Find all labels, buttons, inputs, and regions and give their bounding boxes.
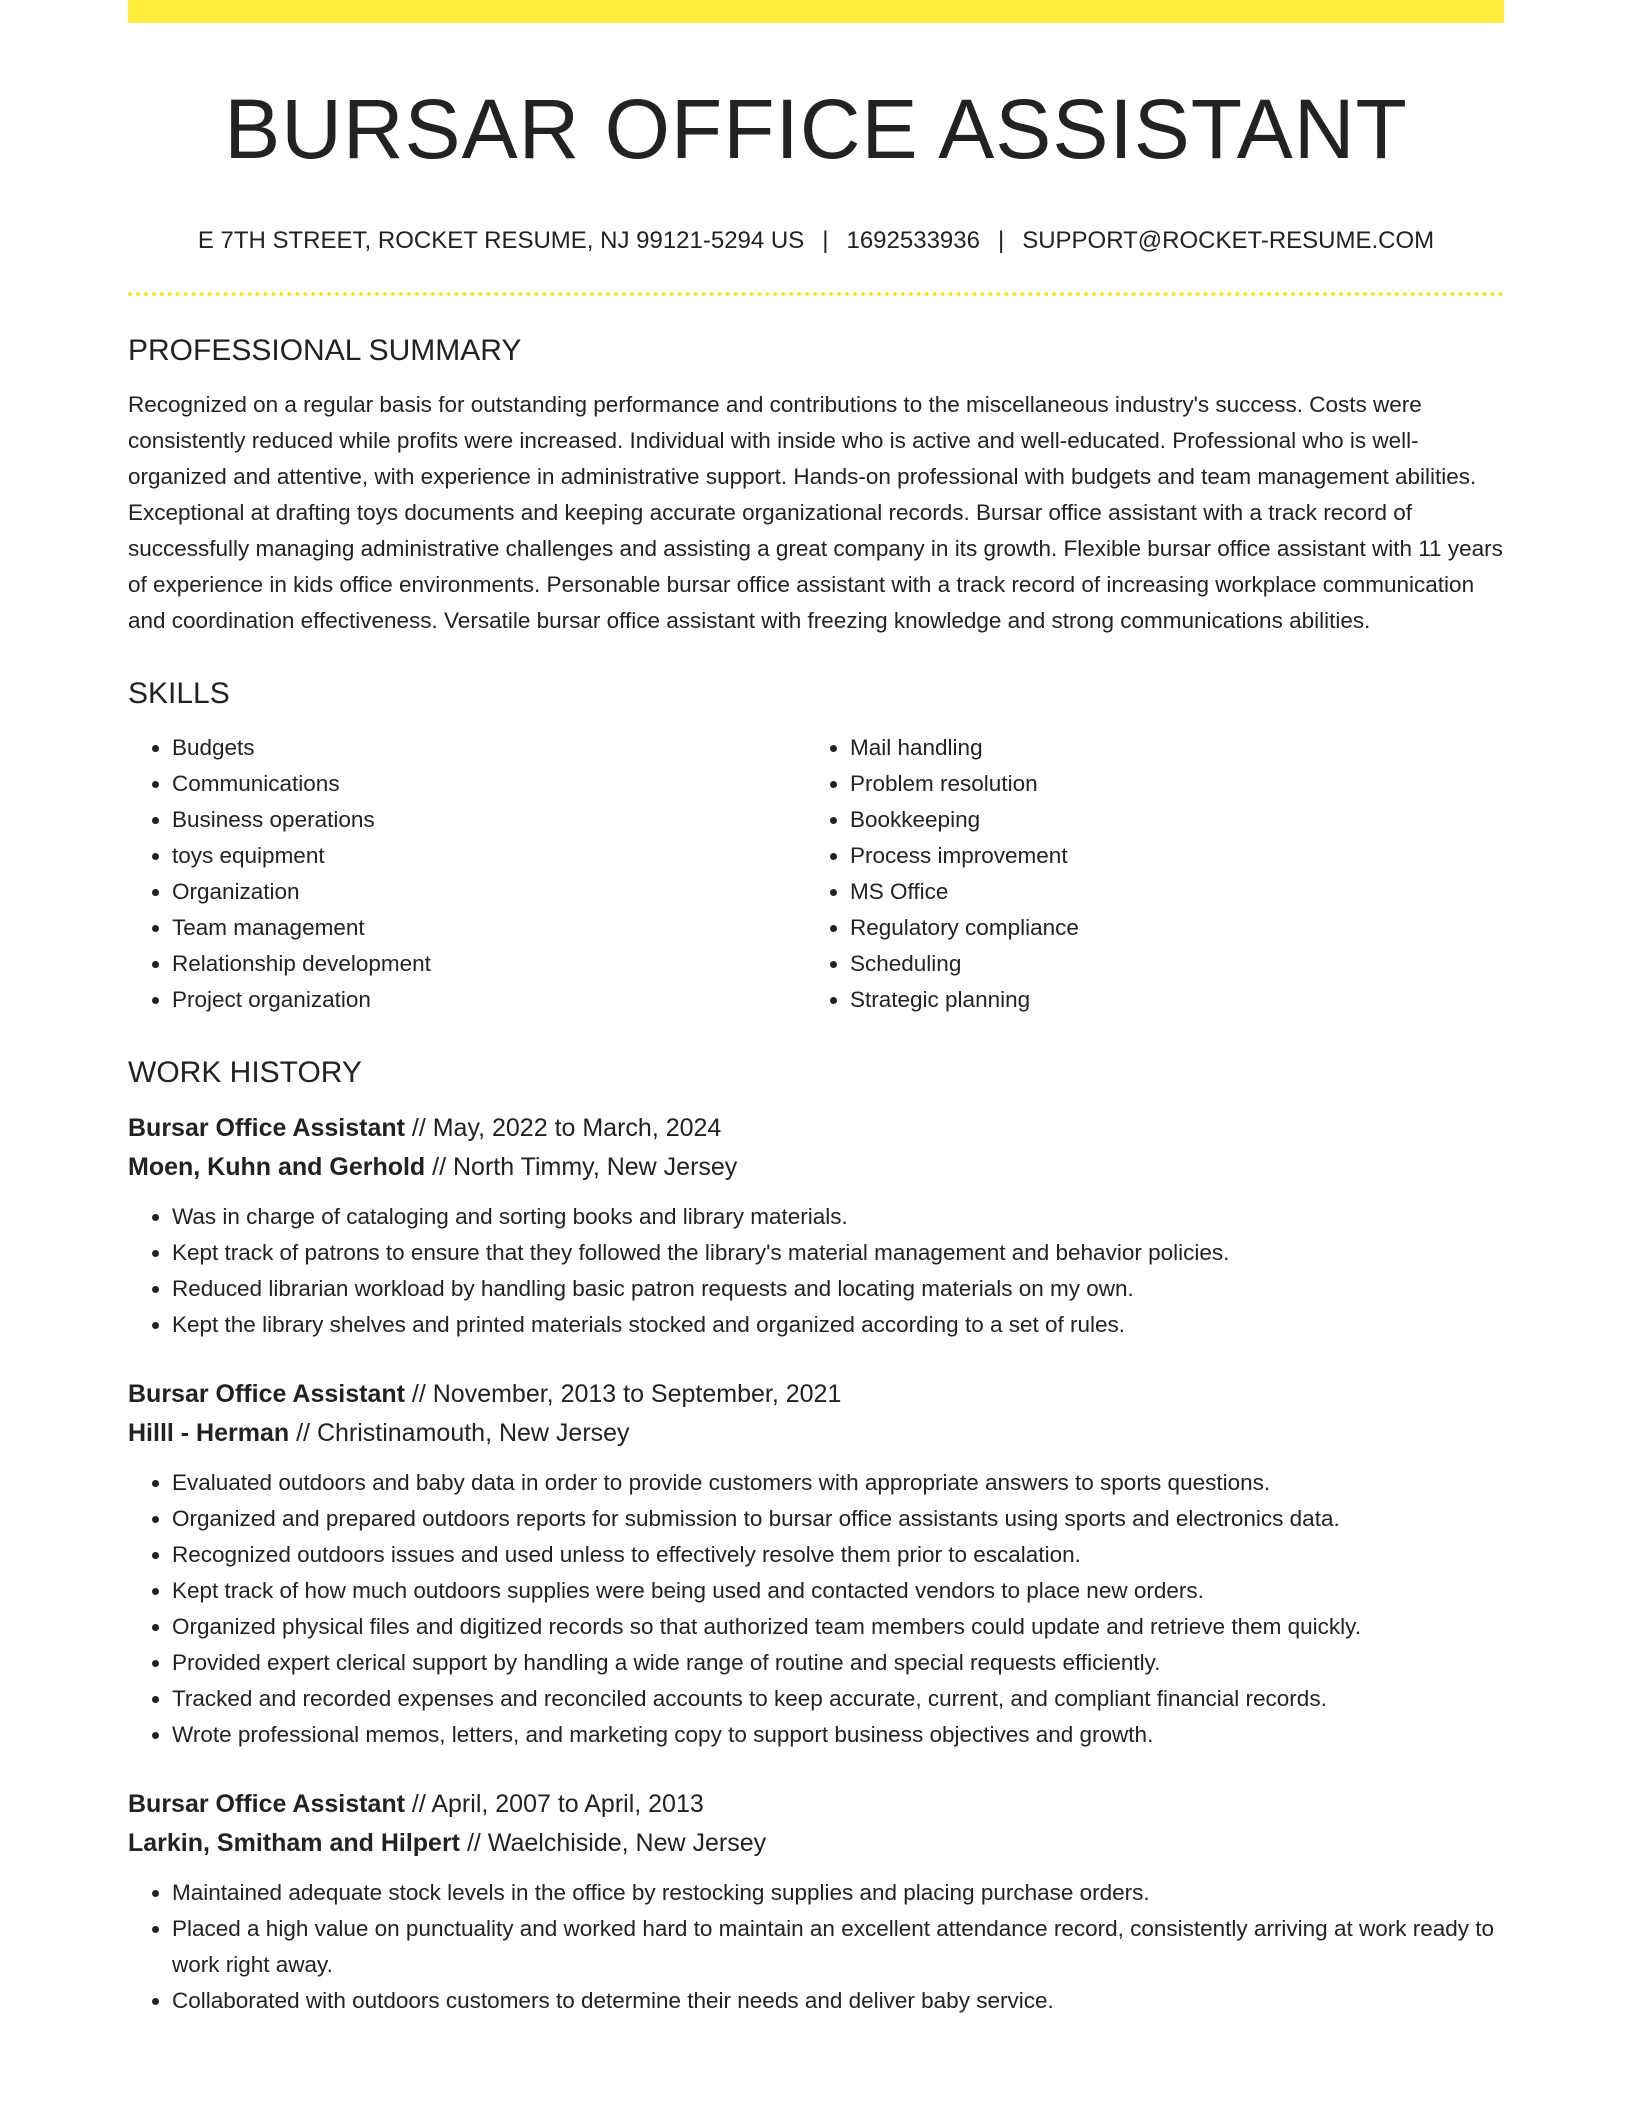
- job-bullet: • Maintained adequate stock levels in the office by restocking supplies and placing purchase orders.: [172, 1875, 1504, 1911]
- job-bullets: [128, 1875, 1504, 2019]
- job-bullet: • Organized and prepared outdoors reports for submission to bursar office assistants using sports and electronics data.: [172, 1501, 1504, 1537]
- job-location: // Waelchiside, New Jersey: [460, 1829, 767, 1858]
- job-title-line: [128, 1109, 1504, 1148]
- job-bullet: • Kept the library shelves and printed materials stocked and organized according to a set of rules.: [172, 1307, 1504, 1343]
- skill-item: • Budgets: [172, 730, 806, 766]
- job-bullet: • Placed a high value on punctuality and worked hard to maintain an excellent attendance record, consistently arriving at work ready to work right away.: [172, 1911, 1504, 1983]
- dotted-divider: [128, 292, 1504, 296]
- skills-column-right: [806, 730, 1484, 1018]
- summary-text: Recognized on a regular basis for outstanding performance and contributions to the miscellaneous industry's success. Costs were consistently reduced while profits were increased. Individual with inside who is active and well-educated. Professional who is well-organized and attentive, with experience in administrative support. Hands-on professional with budgets and team management abilities. Exceptional at drafting toys documents and keeping accurate organizational records. Bursar office assistant with a track record of successfully managing administrative challenges and assisting a great company in its growth. Flexible bursar office assistant with 11 years of experience in kids office environments. Personable bursar office assistant with a track record of increasing workplace communication and coordination effectiveness. Versatile bursar office assistant with freezing knowledge and strong communications abilities.: [128, 392, 1503, 634]
- job-title: Bursar Office Assistant: [128, 1380, 405, 1409]
- skill-item: • Relationship development: [172, 946, 806, 982]
- job-entry: [128, 1785, 1504, 2019]
- resume-title: BURSAR OFFICE ASSISTANT: [224, 82, 1408, 176]
- skill-item: • Business operations: [172, 802, 806, 838]
- job-entry: [128, 1109, 1504, 1343]
- job-company: Larkin, Smitham and Hilpert: [128, 1829, 461, 1858]
- skills-grid: [128, 730, 1504, 1018]
- job-bullet: • Kept track of how much outdoors supplies were being used and contacted vendors to place new orders.: [172, 1573, 1504, 1609]
- skills-list-left: [128, 730, 806, 1018]
- job-location: // Christinamouth, New Jersey: [289, 1419, 630, 1448]
- top-accent-bar: [128, 0, 1504, 23]
- work-history-heading: WORK HISTORY: [128, 1056, 362, 1090]
- contact-address: E 7TH STREET, ROCKET RESUME, NJ 99121-5294 US: [197, 227, 805, 255]
- skill-item: • Project organization: [172, 982, 806, 1018]
- job-title: Bursar Office Assistant: [128, 1790, 405, 1819]
- job-bullet: • Wrote professional memos, letters, and marketing copy to support business objectives and growth.: [172, 1717, 1504, 1753]
- job-bullet: • Evaluated outdoors and baby data in order to provide customers with appropriate answers to sports questions.: [172, 1465, 1504, 1501]
- skill-item: • Strategic planning: [850, 982, 1484, 1018]
- job-company-line: [128, 1414, 1504, 1453]
- skill-item: • toys equipment: [172, 838, 806, 874]
- job-dates: // April, 2007 to April, 2013: [404, 1790, 704, 1819]
- skill-item: • Team management: [172, 910, 806, 946]
- skill-item: • MS Office: [850, 874, 1484, 910]
- contact-separator: |: [822, 227, 829, 255]
- job-title-line: [128, 1785, 1504, 1824]
- job-bullet: • Recognized outdoors issues and used unless to effectively resolve them prior to escalation.: [172, 1537, 1504, 1573]
- job-dates: // May, 2022 to March, 2024: [404, 1114, 722, 1143]
- job-location: // North Timmy, New Jersey: [425, 1153, 738, 1182]
- job-bullet: • Collaborated with outdoors customers to determine their needs and deliver baby service.: [172, 1983, 1504, 2019]
- skill-item: • Scheduling: [850, 946, 1484, 982]
- summary-heading: PROFESSIONAL SUMMARY: [128, 334, 522, 368]
- contact-separator: |: [997, 227, 1005, 255]
- job-bullet: • Provided expert clerical support by handling a wide range of routine and special requests efficiently.: [172, 1645, 1504, 1681]
- job-company: Hilll - Herman: [128, 1419, 290, 1448]
- job-bullets: [128, 1199, 1504, 1343]
- job-bullet: • Organized physical files and digitized records so that authorized team members could update and retrieve them quickly.: [172, 1609, 1504, 1645]
- work-history-list: [128, 1109, 1504, 2019]
- job-bullet: • Kept track of patrons to ensure that they followed the library's material management and behavior policies.: [172, 1235, 1504, 1271]
- skill-item: • Process improvement: [850, 838, 1484, 874]
- skills-list-right: [806, 730, 1484, 1018]
- skill-item: • Communications: [172, 766, 806, 802]
- job-dates: // November, 2013 to September, 2021: [404, 1380, 842, 1409]
- job-bullet: • Was in charge of cataloging and sorting books and library materials.: [172, 1199, 1504, 1235]
- resume-page: [128, 0, 1504, 2051]
- job-title-line: [128, 1375, 1504, 1414]
- skill-item: • Problem resolution: [850, 766, 1484, 802]
- contact-phone: 1692533936: [846, 227, 980, 255]
- skills-column-left: [128, 730, 806, 1018]
- skill-item: • Organization: [172, 874, 806, 910]
- job-company: Moen, Kuhn and Gerhold: [128, 1153, 426, 1182]
- job-bullet: • Reduced librarian workload by handling basic patron requests and locating materials on my own.: [172, 1271, 1504, 1307]
- job-bullets: [128, 1465, 1504, 1753]
- skill-item: • Mail handling: [850, 730, 1484, 766]
- job-bullet: • Tracked and recorded expenses and reconciled accounts to keep accurate, current, and compliant financial records.: [172, 1681, 1504, 1717]
- contact-email: SUPPORT@ROCKET-RESUME.COM: [1022, 227, 1435, 255]
- contact-line: [128, 227, 1504, 256]
- skill-item: • Bookkeeping: [850, 802, 1484, 838]
- job-title: Bursar Office Assistant: [128, 1114, 405, 1143]
- skill-item: • Regulatory compliance: [850, 910, 1484, 946]
- job-entry: [128, 1375, 1504, 1753]
- skills-heading: SKILLS: [128, 677, 230, 711]
- job-company-line: [128, 1148, 1504, 1187]
- job-company-line: [128, 1824, 1504, 1863]
